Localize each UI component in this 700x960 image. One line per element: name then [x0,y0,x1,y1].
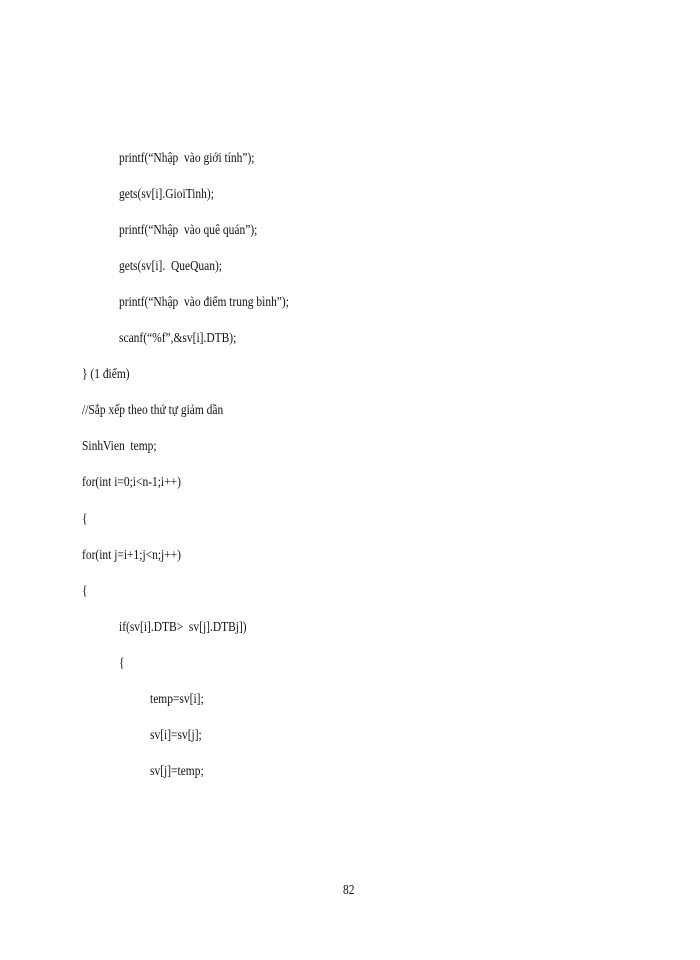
code-line: gets(sv[i]. QueQuan); [119,259,222,274]
code-line: scanf(“%f”,&sv[i].DTB); [119,331,237,346]
code-line: if(sv[i].DTB> sv[j].DTBj]) [119,620,247,635]
code-line: temp=sv[i]; [150,692,204,707]
code-line: printf(“Nhập vào giới tính”); [119,151,255,166]
code-line: { [119,656,125,671]
page-number: 82 [343,883,355,898]
code-line: sv[i]=sv[j]; [150,728,202,743]
code-line: { [82,512,88,527]
code-line: printf(“Nhập vào điểm trung bình”); [119,295,289,310]
code-line: { [82,584,88,599]
code-comment: //Sắp xếp theo thứ tự giảm dần [82,403,224,418]
code-line: } (1 điểm) [82,367,130,382]
code-line: sv[j]=temp; [150,764,204,779]
code-line: for(int i=0;i<n-1;i++) [82,475,181,490]
code-line: printf(“Nhập vào quê quán”); [119,223,258,238]
code-line: for(int j=i+1;j<n;j++) [82,548,182,563]
code-line: gets(sv[i].GioiTinh); [119,187,214,202]
code-line: SinhVien temp; [82,439,157,454]
